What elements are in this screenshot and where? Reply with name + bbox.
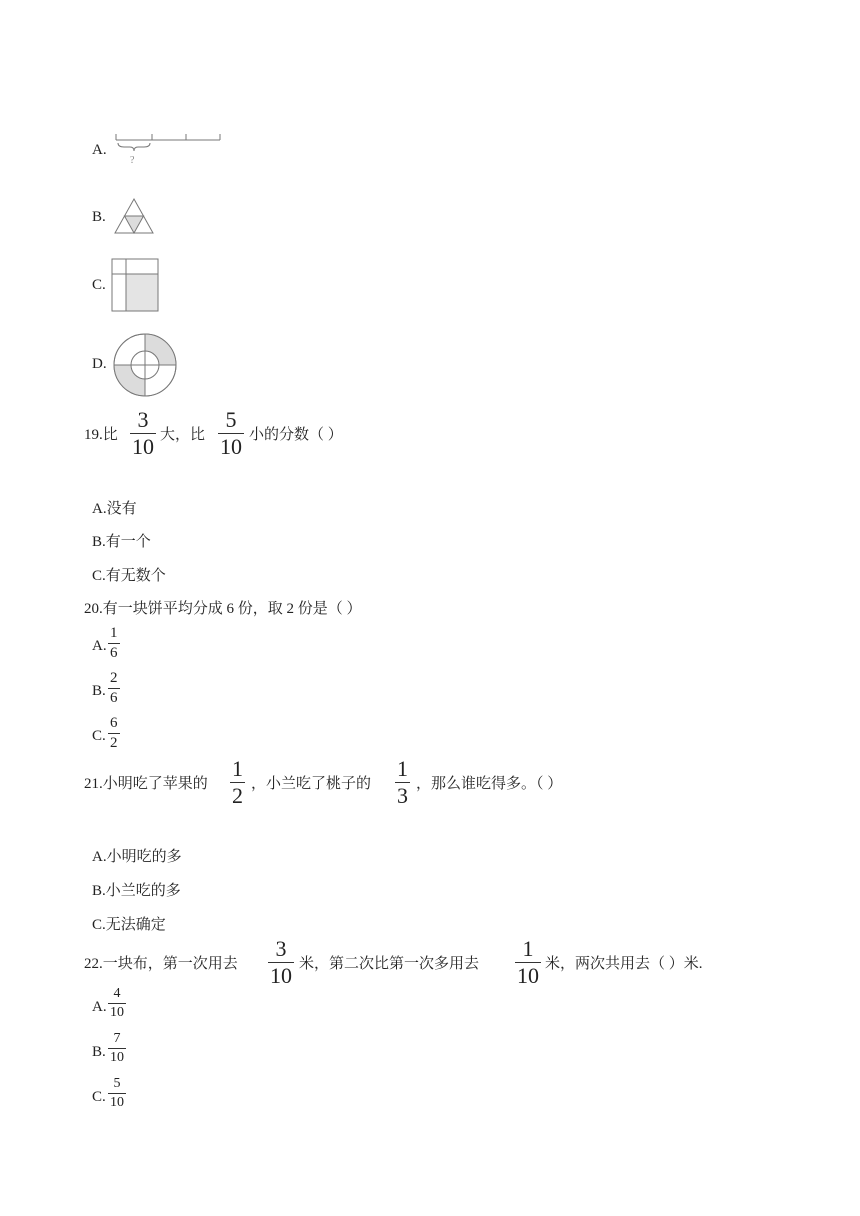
q19-option-a[interactable]: A.没有: [92, 501, 137, 517]
q21-frac1-denominator: 2: [232, 783, 243, 808]
q21-fraction-2: [395, 758, 410, 807]
q20-option-b-fraction: [108, 671, 120, 706]
q21-option-c[interactable]: C.无法确定: [92, 917, 166, 933]
q19-stem-prefix: 19.比: [84, 427, 118, 443]
q22-c-numerator: 5: [113, 1076, 121, 1091]
q22-fraction-1: [268, 938, 294, 987]
q19-option-c[interactable]: C.有无数个: [92, 568, 166, 584]
q21-stem-mid: ，小兰吃了桃子的: [251, 776, 372, 792]
q21-frac1-numerator: 1: [232, 756, 243, 781]
question-mark-label: ?: [130, 155, 135, 166]
q22-stem-mid: 米，第二次比第一次多用去: [299, 956, 480, 972]
q22-c-denominator: 10: [110, 1095, 124, 1110]
q20-c-denominator: 2: [110, 735, 118, 751]
q21-stem-suffix: ，那么谁吃得多。（ ）: [416, 776, 563, 792]
q22-fraction-2: [515, 938, 541, 987]
concentric-circle-figure: [112, 332, 178, 398]
q19-frac1-denominator: 10: [132, 434, 154, 459]
q20-a-denominator: 6: [110, 645, 118, 661]
q22-option-c-fraction: [108, 1077, 126, 1110]
q18-option-d-label: D.: [92, 356, 107, 372]
q21-frac2-numerator: 1: [397, 756, 408, 781]
q20-option-b-label[interactable]: B.: [92, 683, 106, 699]
q19-fraction-1: [130, 409, 156, 458]
q19-stem-mid: 大，比: [160, 427, 206, 443]
q20-option-c-label[interactable]: C.: [92, 728, 106, 744]
q22-frac2-denominator: 10: [517, 963, 539, 988]
q22-option-c-label[interactable]: C.: [92, 1089, 106, 1105]
q20-option-c-fraction: [108, 716, 120, 751]
q18-option-c-label: C.: [92, 277, 106, 293]
q21-stem-prefix: 21.小明吃了苹果的: [84, 776, 208, 792]
q19-option-b[interactable]: B.有一个: [92, 534, 151, 550]
q21-option-a[interactable]: A.小明吃的多: [92, 849, 182, 865]
q20-stem: 20.有一块饼平均分成 6 份，取 2 份是（ ）: [84, 601, 362, 617]
q22-frac1-denominator: 10: [270, 963, 292, 988]
q22-frac2-numerator: 1: [522, 936, 534, 961]
q22-option-b-fraction: [108, 1032, 126, 1065]
q21-fraction-1: [230, 758, 245, 807]
q19-frac2-numerator: 5: [225, 407, 237, 432]
q18-option-a-label: A.: [92, 142, 107, 158]
segment-brace-figure: [112, 130, 224, 168]
q22-stem-suffix: 米，两次共用去（ ）米.: [545, 956, 703, 972]
q21-frac2-denominator: 3: [397, 783, 408, 808]
q20-c-numerator: 6: [110, 715, 118, 731]
q18-option-b-label: B.: [92, 209, 106, 225]
q20-option-a-label[interactable]: A.: [92, 638, 107, 654]
q20-b-denominator: 6: [110, 690, 118, 706]
q22-b-numerator: 7: [113, 1031, 121, 1046]
q22-a-denominator: 10: [110, 1005, 124, 1020]
q19-stem-suffix: 小的分数（ ）: [249, 427, 343, 443]
triangle-figure: [112, 197, 156, 237]
q22-a-numerator: 4: [113, 986, 121, 1001]
q21-option-b[interactable]: B.小兰吃的多: [92, 883, 181, 899]
q20-b-numerator: 2: [110, 670, 118, 686]
q22-b-denominator: 10: [110, 1050, 124, 1065]
q22-frac1-numerator: 3: [275, 936, 287, 961]
divided-square-figure: [110, 257, 160, 313]
q20-option-a-fraction: [108, 626, 120, 661]
q22-option-b-label[interactable]: B.: [92, 1044, 106, 1060]
q22-option-a-fraction: [108, 987, 126, 1020]
q19-frac1-numerator: 3: [137, 407, 149, 432]
q19-frac2-denominator: 10: [220, 434, 242, 459]
q22-stem-prefix: 22.一块布，第一次用去: [84, 956, 238, 972]
q22-option-a-label[interactable]: A.: [92, 999, 107, 1015]
q20-a-numerator: 1: [110, 625, 118, 641]
q19-fraction-2: [218, 409, 244, 458]
